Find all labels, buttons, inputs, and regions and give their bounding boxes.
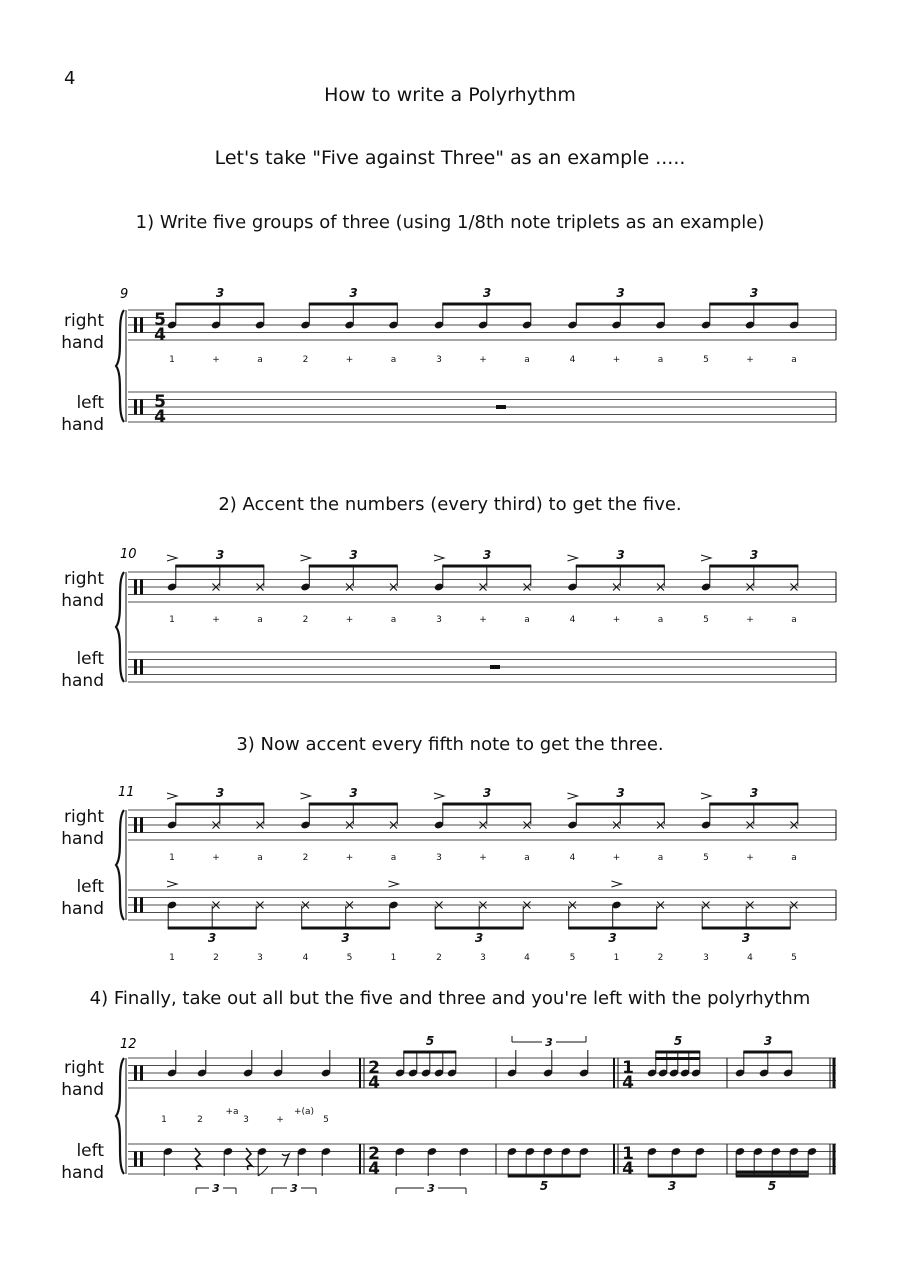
beam [442,565,531,568]
count-label: 3 [243,1115,249,1125]
count-label: 2 [197,1115,203,1125]
beam [709,565,798,568]
beam [709,803,798,806]
count-label: 3 [436,355,442,365]
system-4-staves [128,1058,836,1179]
system-3-notes [167,786,799,963]
time-signature-bottom: 4 [154,407,166,427]
count-label: 1 [169,355,175,365]
system-4-score [0,1032,900,1222]
count-label: 5 [346,953,353,963]
time-signature-top: 5 [154,392,166,412]
count-label: a [791,355,797,365]
count-label: + [612,853,621,863]
count-label: 1 [390,953,397,963]
tuplet-number: 5 [425,1034,435,1048]
count-label: 4 [569,615,576,625]
eighth-rest [282,1154,289,1166]
time-signature-top: 1 [622,1144,634,1164]
count-label: 2 [436,953,442,963]
time-signature-top: 1 [622,1058,634,1078]
count-label: a [390,853,397,863]
percussion-clef [134,1152,137,1167]
tuplet-number: 3 [207,931,217,945]
count-label: 4 [524,953,530,963]
time-signature-bottom: 4 [368,1073,380,1093]
percussion-clef [140,660,143,675]
tuplet-number: 3 [349,548,358,562]
tuplet-number: 3 [749,548,759,562]
page-number: 4 [64,68,76,89]
count-label: 4 [569,853,576,863]
count-label: 3 [480,953,486,963]
tuplet-number: 3 [616,548,625,562]
count-label: + [479,853,487,863]
beam [743,1051,792,1054]
beam [435,927,524,930]
system-3-score [0,778,900,968]
tuplet-number: 5 [673,1034,683,1048]
tuplet-number: 3 [741,931,751,945]
count-label: 2 [302,853,309,863]
count-label: 5 [791,953,797,963]
system-2-brace [116,572,126,682]
tuplet-number: 3 [616,286,625,300]
count-label: +(a) [293,1107,315,1117]
beam [442,303,531,306]
count-label: 2 [213,953,219,963]
accent-mark [301,555,311,561]
accent-mark [612,881,622,887]
system-2-notes [167,548,799,669]
right-hand-label-4: right hand [61,1058,104,1100]
eighth-flag [258,1166,268,1176]
count-label: + [746,853,754,863]
count-label: + [276,1115,284,1125]
beam [175,303,264,306]
beam [736,1171,809,1174]
count-label: 5 [703,615,709,625]
time-signature-top: 5 [154,310,166,330]
count-label: 4 [747,953,753,963]
time-signature-top: 2 [368,1058,380,1078]
count-label: 1 [169,615,175,625]
count-label: + [746,355,754,365]
right-hand-label-3: right hand [61,807,104,849]
count-label: a [657,355,664,365]
tuplet-number: 3 [667,1179,677,1193]
step-3-text: 3) Now accent every fifth note to get the three. [236,734,664,755]
beam [655,1057,699,1060]
percussion-clef [140,400,143,415]
count-label: a [390,615,397,625]
measure-number-10: 10 [120,547,137,562]
accent-mark [434,793,444,799]
count-label: + [345,355,354,365]
count-label: 3 [703,953,709,963]
tuplet-number: 3 [482,286,492,300]
beam [403,1051,456,1054]
time-signature-top: 2 [368,1144,380,1164]
count-label: a [257,615,263,625]
beam [576,303,665,306]
count-label: 5 [323,1115,329,1125]
count-label: a [657,615,664,625]
percussion-clef [140,580,143,595]
tuplet-number: 3 [215,286,225,300]
measure-number-11: 11 [118,785,135,800]
percussion-clef [134,400,137,415]
count-label: + [212,615,220,625]
system-2-score [0,540,900,710]
tuplet-number: 5 [539,1179,549,1193]
count-label: 5 [703,853,709,863]
system-1-score [0,280,900,450]
beam [168,927,257,930]
tuplet-number: 3 [474,931,484,945]
system-4-brace [116,1058,126,1174]
beam [301,927,390,930]
beam [702,927,791,930]
accent-mark [568,793,578,799]
system-1-brace [116,310,126,422]
beam [175,565,264,568]
left-hand-label-1: left hand [61,393,104,435]
count-label: 1 [161,1115,167,1125]
system-brace [116,1058,124,1174]
count-label: a [257,355,263,365]
percussion-clef [140,318,143,333]
percussion-clef [140,1066,143,1081]
system-3-brace [116,810,126,920]
count-label: 2 [657,953,664,963]
whole-rest [490,665,500,669]
count-label: 5 [703,355,709,365]
beam [709,303,798,306]
count-label: a [390,355,397,365]
tuplet-number: 3 [427,1182,435,1195]
tuplet-number: 3 [608,931,617,945]
tuplet-number: 3 [482,786,492,800]
accent-mark [167,881,177,887]
count-label: + [479,355,487,365]
system-brace [116,810,124,920]
count-label: + [479,615,487,625]
accent-mark [389,881,399,887]
time-signature-bottom: 4 [622,1073,634,1093]
count-label: 3 [436,615,442,625]
tuplet-number: 5 [767,1179,777,1193]
accent-mark [167,793,177,799]
page-title: How to write a Polyrhythm [324,84,576,106]
tuplet-number: 3 [341,931,350,945]
tuplet-number: 3 [763,1034,773,1048]
percussion-clef [134,1066,137,1081]
count-label: a [791,853,797,863]
count-label: + [212,853,220,863]
tuplet-number: 3 [545,1036,553,1049]
measure-number-12: 12 [120,1037,137,1052]
beam [508,1175,581,1178]
tuplet-number: 3 [616,786,625,800]
system-brace [116,572,124,682]
beam [648,1175,697,1178]
percussion-clef [134,898,137,913]
accent-mark [434,555,444,561]
count-label: 1 [169,953,175,963]
tuplet-number: 3 [482,548,492,562]
count-label: a [791,615,797,625]
count-label: a [524,355,530,365]
time-signature-bottom: 4 [622,1159,634,1179]
count-label: + [746,615,754,625]
tuplet-number: 3 [215,786,225,800]
count-label: a [524,853,530,863]
count-label: 2 [302,355,309,365]
count-label: + [612,355,621,365]
count-label: 2 [302,615,309,625]
accent-mark [167,555,177,561]
accent-mark [701,555,711,561]
beam [576,803,665,806]
beam [309,303,398,306]
percussion-clef [140,1152,143,1167]
step-1-text: 1) Write five groups of three (using 1/8th note triplets as an example) [135,212,765,233]
time-signature-bottom: 4 [368,1159,380,1179]
percussion-clef [140,818,143,833]
percussion-clef [134,580,137,595]
accent-mark [701,793,711,799]
count-label: 1 [613,953,620,963]
right-hand-label-1: right hand [61,311,104,353]
tuplet-number: 3 [349,286,358,300]
percussion-clef [134,660,137,675]
count-label: +a [225,1107,239,1117]
subtitle: Let's take "Five against Three" as an example ..... [214,147,686,169]
percussion-clef [134,318,137,333]
accent-mark [568,555,578,561]
tuplet-number: 3 [749,786,759,800]
right-hand-label-2: right hand [61,569,104,611]
left-hand-label-2: left hand [61,649,104,691]
beam [175,803,264,806]
left-hand-label-3: left hand [61,877,104,919]
percussion-clef [134,818,137,833]
beam [442,803,531,806]
time-signature-bottom: 4 [154,325,166,345]
tuplet-number: 3 [215,548,225,562]
count-label: 4 [302,953,309,963]
system-1-notes [167,286,799,409]
beam [309,803,398,806]
count-label: 3 [257,953,263,963]
count-label: + [345,853,354,863]
step-2-text: 2) Accent the numbers (every third) to get the five. [218,494,682,515]
count-label: 4 [569,355,576,365]
count-label: a [524,615,530,625]
count-label: 5 [569,953,576,963]
percussion-clef [140,898,143,913]
accent-mark [301,793,311,799]
beam [736,1175,809,1178]
measure-number-9: 9 [120,287,129,302]
beam [655,1051,700,1054]
beam [309,565,398,568]
step-4-text: 4) Finally, take out all but the five and three and you're left with the polyrhythm [89,988,811,1009]
tuplet-number: 3 [349,786,358,800]
count-label: a [257,853,263,863]
tuplet-number: 3 [212,1182,220,1195]
whole-rest [496,405,506,409]
beam [568,927,657,930]
count-label: 3 [436,853,442,863]
count-label: a [657,853,664,863]
count-label: 1 [169,853,175,863]
tuplet-number: 3 [290,1182,298,1195]
count-label: + [212,355,220,365]
system-brace [116,310,124,422]
beam [576,565,665,568]
count-label: + [345,615,354,625]
count-label: + [612,615,621,625]
tuplet-number: 3 [749,286,759,300]
left-hand-label-4: left hand [61,1141,104,1183]
